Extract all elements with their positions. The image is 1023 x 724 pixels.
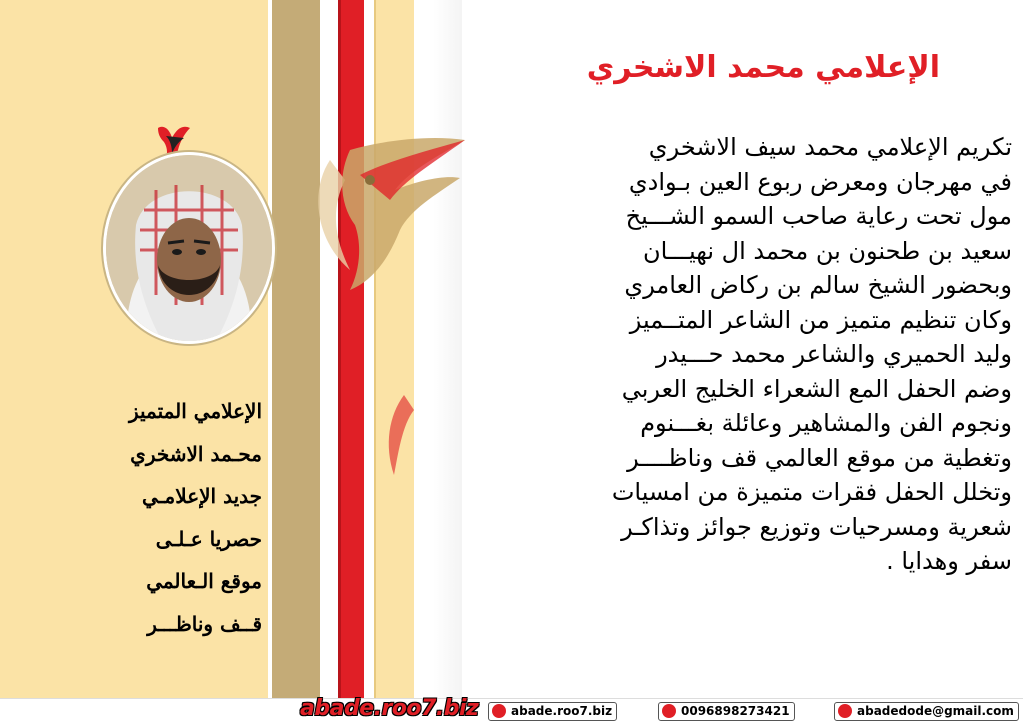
globe-icon [492,704,506,718]
body-line: سفر وهدايا . [886,547,1012,575]
body-line: شعرية ومسرحيات وتوزيع جوائز وتذاكـر [621,512,1012,541]
decor-stripe-cream [374,0,418,698]
body-line: سعيد بن طحنون بن محمد ال نهيـــان [643,236,1012,265]
decor-stripe-red [338,0,364,698]
body-line: مول تحت رعاية صاحب السمو الشـــيخ [625,202,1012,230]
mail-icon [838,704,852,718]
decor-stripe-white [414,0,462,698]
body-line: وتخلل الحفل فقرات متميزة من امسيات [611,478,1012,506]
footer-email-text: abadedode@gmail.com [857,704,1014,718]
decor-stripe-tan [268,0,324,698]
article-body [462,130,1012,579]
body-line: تكريم الإعلامي محمد سيف الاشخري [648,133,1012,161]
page-title: الإعلامي محمد الاشخري [586,50,940,85]
caption-line: موقع الـعالمي [146,569,262,593]
caption-line: قــف وناظـــر [147,611,262,636]
body-line: وتغطية من موقع العالمي قف وناظــــر [627,443,1012,472]
footer-phone[interactable] [658,702,795,721]
person-portrait-icon [106,155,272,341]
footer-brand-logo[interactable]: abade.roo7.biz [300,696,479,721]
side-caption [70,390,262,645]
body-line: ونجوم الفن والمشاهير وعائلة بغـــنوم [640,409,1012,437]
caption-line: الإعلامي المتميز [128,399,262,423]
avatar [103,152,275,344]
falcon-emblem-icon [290,120,470,295]
phone-icon [662,704,676,718]
caption-line: جديد الإعلامـي [142,484,262,508]
body-line: وضم الحفل المع الشعراء الخليج العربي [621,374,1012,403]
decor-stripe-white [364,0,374,698]
caption-line: محـمد الاشخري [130,441,262,466]
body-line: وليد الحميري والشاعر محمد حـــيدر [656,340,1012,368]
body-line: وبحضور الشيخ سالم بن ركاض العامري [624,271,1012,299]
footer-site-link[interactable] [488,702,617,721]
footer-site-text: abade.roo7.biz [511,704,613,718]
caption-line: حصريا عـلـى [155,526,262,551]
body-line: في مهرجان ومعرض ربوع العين بـوادي [628,167,1012,196]
footer-email-link[interactable] [834,702,1019,721]
emblem-fragment-icon [384,395,414,495]
body-line: وكان تنظيم متميز من الشاعر المتــميز [629,305,1012,334]
decor-stripe-white [324,0,338,698]
footer-phone-text: 0096898273421 [681,704,790,718]
